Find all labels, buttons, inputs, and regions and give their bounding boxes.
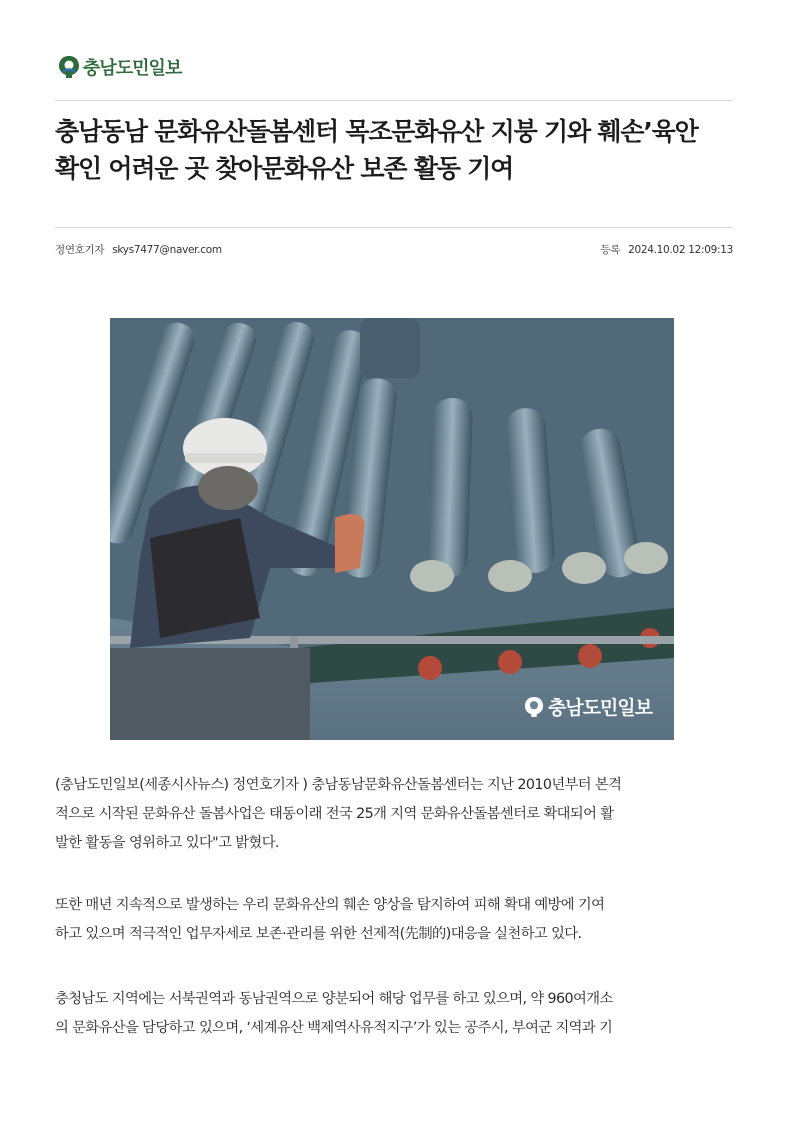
registered-date: 2024.10.02 12:09:13 (628, 244, 733, 256)
title-divider (55, 227, 733, 228)
reporter-email[interactable]: skys7477@naver.com (112, 244, 222, 256)
reporter-name: 정연호기자 (55, 244, 105, 256)
paragraph-2 (55, 891, 735, 949)
watermark-logo-icon (524, 696, 544, 718)
paragraph-line: 충청남도 지역에는 서북권역과 동남권역으로 양분되어 해당 업무를 하고 있으며, 약 960여개소 (55, 991, 613, 1007)
paragraph-1 (55, 771, 735, 858)
roof-tile-photo (110, 318, 674, 740)
title-line-2: 확인 어려운 곳 찾아문화유산 보존 활동 기여 (55, 154, 514, 183)
article-photo (110, 318, 674, 740)
logo-text: 충남도민일보 (83, 58, 182, 79)
paragraph-line: 적으로 시작된 문화유산 돌봄사업은 태동이래 전국 25개 지역 문화유산돌봄센터로 확대되어 활 (55, 806, 614, 822)
paragraph-line: 의 문화유산을 담당하고 있으며, ‘세계유산 백제역사유적지구’가 있는 공주시, 부여군 지역과 기 (55, 1020, 613, 1036)
registered-label: 등록 (600, 244, 621, 256)
header-divider (55, 100, 733, 101)
photo-watermark (524, 693, 652, 720)
watermark-text: 충남도민일보 (547, 697, 652, 719)
paragraph-line: 발한 활동을 영위하고 있다"고 밝혔다. (55, 835, 279, 851)
paragraph-line: 또한 매년 지속적으로 발생하는 우리 문화유산의 훼손 양상을 탐지하여 피해 확대 예방에 기여 (55, 897, 605, 913)
title-line-1: 충남동남 문화유산돌봄센터 목조문화유산 지붕 기와 훼손’육안 (55, 117, 698, 146)
paragraph-3 (55, 985, 735, 1043)
site-logo[interactable] (58, 54, 181, 80)
byline-date (600, 242, 733, 257)
paragraph-line: 하고 있으며 적극적인 업무자세로 보존·관리를 위한 선제적(先制的)대응을 실천하고 있다. (55, 926, 582, 942)
byline-author (55, 242, 222, 257)
article-title (55, 113, 745, 187)
paragraph-line: (충남도민일보(세종시사뉴스) 정연호기자 ) 충남동남문화유산돌봄센터는 지난 2010년부터 본격 (55, 777, 622, 793)
logo-icon (58, 55, 80, 79)
byline (55, 242, 733, 257)
